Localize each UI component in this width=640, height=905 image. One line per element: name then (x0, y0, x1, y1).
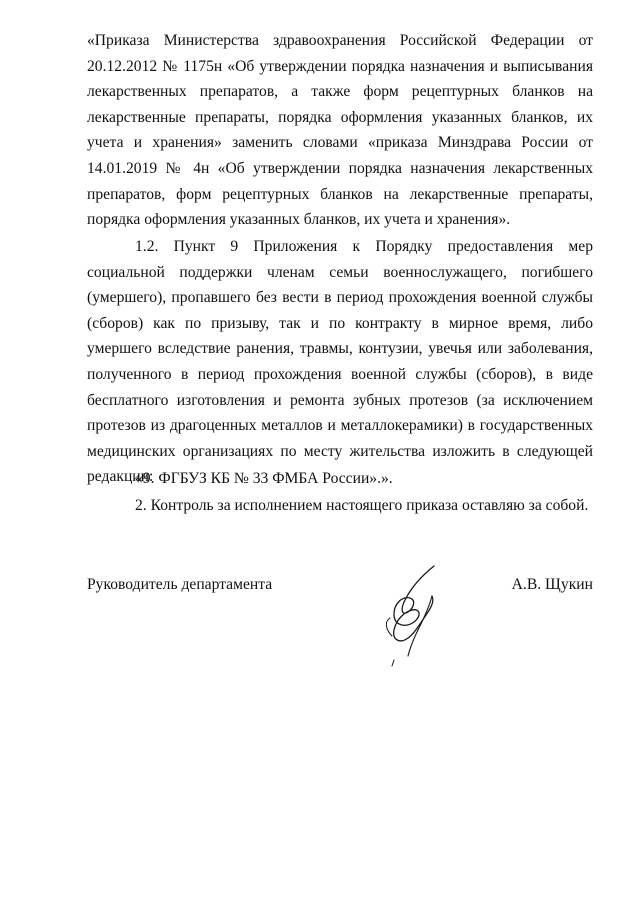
paragraph-order-replacement: «Приказа Министерства здравоохранения Российской Федерации от 20.12.2012 № 1175н «Об утверждении порядка назначения и выписывания лекарственных препаратов, а также форм рецептурных бланков на лекарственные препараты, порядка оформления указанных бланков, их учета и хранения» заменить словами «приказа Минздрава России от 14.01.2019 № 4н «Об утверждении порядка назначения лекарственных препаратов, форм рецептурных бланков на лекарственные препараты, порядка оформления указанных бланков, их учета и хранения». (87, 32, 593, 229)
signoff-name: А.В. Щукин (511, 576, 593, 593)
paragraph-item-1-2: 1.2. Пункт 9 Приложения к Порядку предоставления мер социальной поддержки членам семьи военнослужащего, погибшего (умершего), пропавшего без вести в период прохождения военной службы (сборов) как по призыву, так и по контракту в мирное время, либо умершего вследствие ранения, травмы, контузии, увечья или заболевания, полученного в период прохождения военной службы (сборов), в виде бесплатного изготовления и ремонта зубных протезов (за исключением протезов из драгоценных металлов и металлокерамики) в государственных медицинских организациях по месту жительства изложить в следующей редакции: (87, 238, 593, 486)
signature-icon (372, 560, 462, 670)
paragraph-control-clause: 2. Контроль за исполнением настоящего приказа оставляю за собой. (135, 497, 589, 514)
paragraph-item-9-text: «9. ФГБУЗ КБ № 33 ФМБА России».». (135, 470, 393, 487)
signoff-title: Руководитель департамента (87, 576, 273, 593)
